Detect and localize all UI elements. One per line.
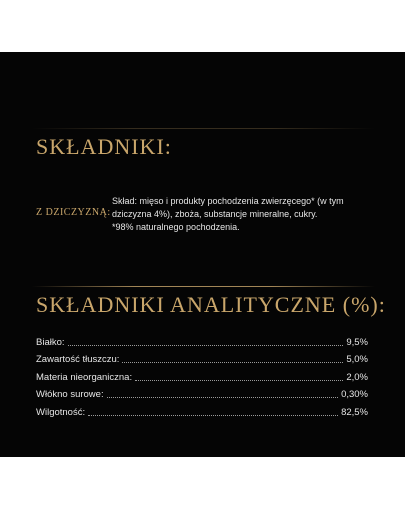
table-row	[36, 383, 368, 401]
composition-text	[112, 195, 377, 234]
row-value: 5,0%	[346, 354, 368, 365]
row-value: 0,30%	[341, 389, 368, 400]
row-value: 9,5%	[346, 336, 368, 348]
row-label: Białko:	[36, 336, 65, 348]
table-row	[36, 330, 368, 348]
dot-leader	[135, 380, 343, 381]
section-divider	[32, 286, 375, 287]
composition-footnote: *98% naturalnego pochodzenia.	[112, 222, 240, 232]
product-info-panel	[0, 52, 405, 457]
row-label: Włókno surowe:	[36, 389, 104, 400]
top-divider	[32, 128, 375, 129]
row-label: Zawartość tłuszczu:	[36, 354, 120, 365]
table-row	[36, 348, 368, 366]
dot-leader	[88, 415, 338, 416]
row-value: 2,0%	[346, 371, 368, 383]
row-label: Materia nieorganiczna:	[36, 371, 133, 383]
dot-leader	[107, 397, 338, 398]
row-value: 82,5%	[341, 406, 368, 418]
dot-leader	[122, 362, 343, 363]
table-row	[36, 400, 368, 418]
dot-leader	[68, 345, 344, 346]
ingredients-heading: SKŁADNIKI:	[36, 134, 172, 159]
row-label: Wilgotność:	[36, 406, 86, 418]
variant-label: Z DZICZYZNĄ:	[36, 207, 111, 218]
composition-line: Skład: mięso i produkty pochodzenia zwierzęcego* (w tym dziczyzna 4%), zboża, substancje mineralne, cukry.	[112, 196, 344, 219]
table-row	[36, 365, 368, 383]
analytical-heading: SKŁADNIKI ANALITYCZNE (%):	[36, 292, 386, 317]
analytical-table	[36, 330, 368, 418]
